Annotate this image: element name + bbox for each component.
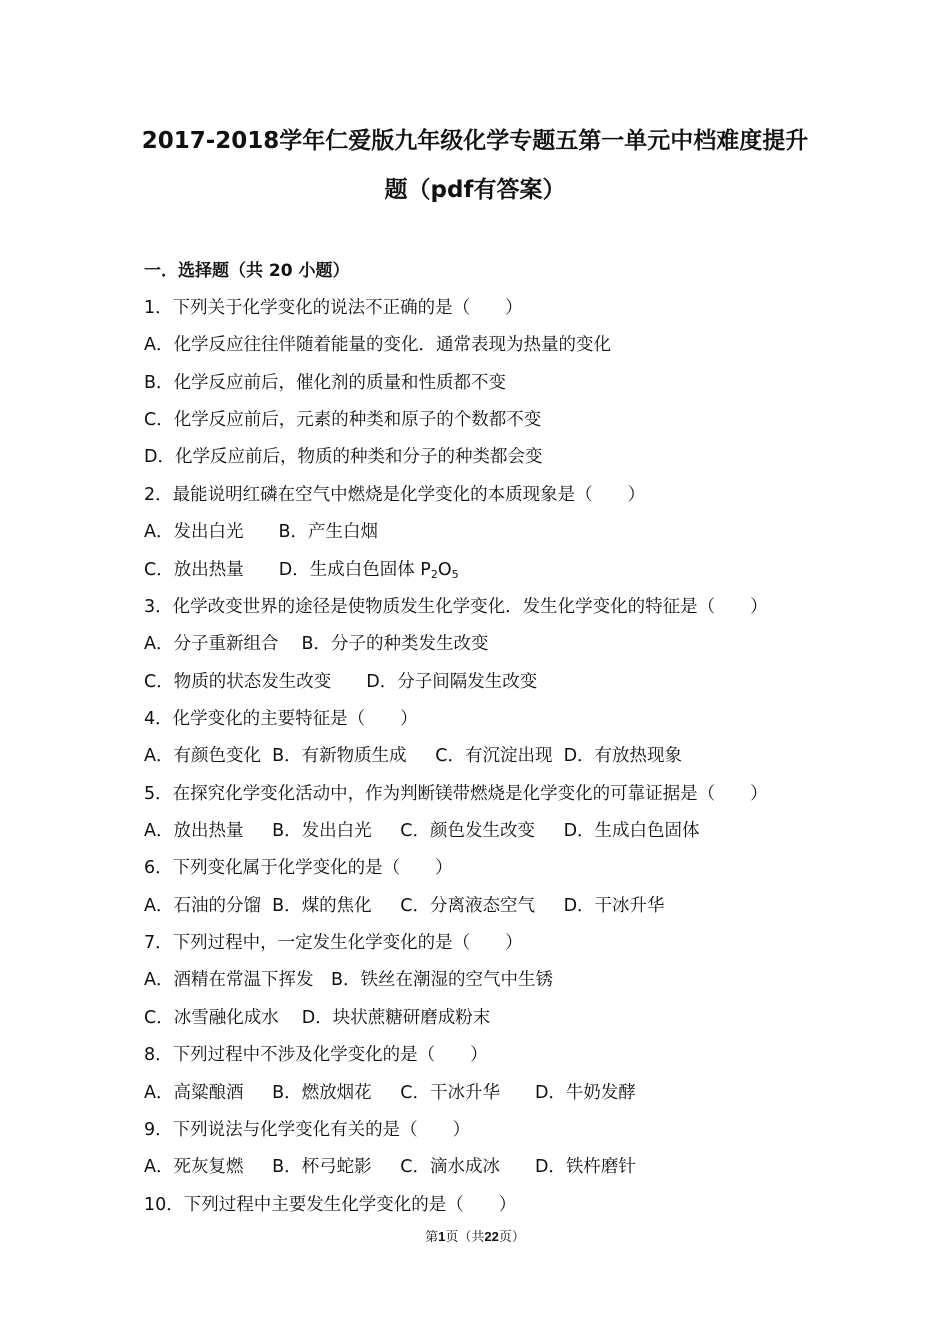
title-line-2: 题（pdf有答案） [384,177,566,203]
question-10-stem: 10．下列过程中主要发生化学变化的是（ ） [144,1195,517,1215]
footer-prefix: 第 [425,1230,439,1245]
question-9-stem: 9．下列说法与化学变化有关的是（ ） [144,1120,471,1140]
question-8-stem: 8．下列过程中不涉及化学变化的是（ ） [144,1045,488,1065]
question-8-options: A．高粱酿酒 B．燃放烟花 C．干冰升华 D．牛奶发酵 [144,1083,636,1103]
question-3-stem: 3．化学改变世界的途径是使物质发生化学变化．发生化学变化的特征是（ ） [144,597,768,617]
question-1-option-c: C．化学反应前后，元素的种类和原子的个数都不变 [144,410,542,430]
question-5-stem: 5．在探究化学变化活动中，作为判断镁带燃烧是化学变化的可靠证据是（ ） [144,784,768,804]
footer-middle: 页（共 [445,1230,485,1245]
footer-total-pages: 22 [484,1229,499,1244]
question-2-options-cd [144,557,459,583]
footer-suffix: 页） [498,1230,525,1245]
subscript-2: 2 [430,568,438,581]
question-9-options: A．死灰复燃 B．杯弓蛇影 C．滴水成冰 D．铁杵磨针 [144,1157,636,1177]
section-heading: 一．选择题（共 20 小题） [144,261,350,281]
oxygen-symbol: O [437,560,452,580]
question-2-options-cd-text: C．放出热量 D．生成白色固体 P [144,560,431,580]
question-6-stem: 6．下列变化属于化学变化的是（ ） [144,858,453,878]
question-3-options-ab: A．分子重新组合 B．分子的种类发生改变 [144,634,489,654]
question-7-options-ab: A．酒精在常温下挥发 B．铁丝在潮湿的空气中生锈 [144,970,553,990]
question-2-options-ab: A．发出白光 B．产生白烟 [144,522,378,542]
question-5-options: A．放出热量 B．发出白光 C．颜色发生改变 D．生成白色固体 [144,821,700,841]
question-7-stem: 7．下列过程中，一定发生化学变化的是（ ） [144,933,523,953]
question-4-options: A．有颜色变化 B．有新物质生成 C．有沉淀出现 D．有放热现象 [144,746,683,766]
page-footer [0,1228,950,1247]
question-1-stem: 1．下列关于化学变化的说法不正确的是（ ） [144,298,523,318]
subscript-5: 5 [451,568,459,581]
question-1-option-a: A．化学反应往往伴随着能量的变化．通常表现为热量的变化 [144,335,611,355]
title-line-1: 2017-2018学年仁爱版九年级化学专题五第一单元中档难度提升 [141,128,809,154]
question-2-stem: 2．最能说明红磷在空气中燃烧是化学变化的本质现象是（ ） [144,485,646,505]
question-6-options: A．石油的分馏 B．煤的焦化 C．分离液态空气 D．干冰升华 [144,896,665,916]
question-1-option-b: B．化学反应前后，催化剂的质量和性质都不变 [144,373,507,393]
footer-page-number: 1 [438,1229,446,1244]
question-7-options-cd: C．冰雪融化成水 D．块状蔗糖研磨成粉末 [144,1008,491,1028]
question-1-option-d: D．化学反应前后，物质的种类和分子的种类都会变 [144,447,543,467]
question-4-stem: 4．化学变化的主要特征是（ ） [144,709,418,729]
question-3-options-cd: C．物质的状态发生改变 D．分子间隔发生改变 [144,672,538,692]
